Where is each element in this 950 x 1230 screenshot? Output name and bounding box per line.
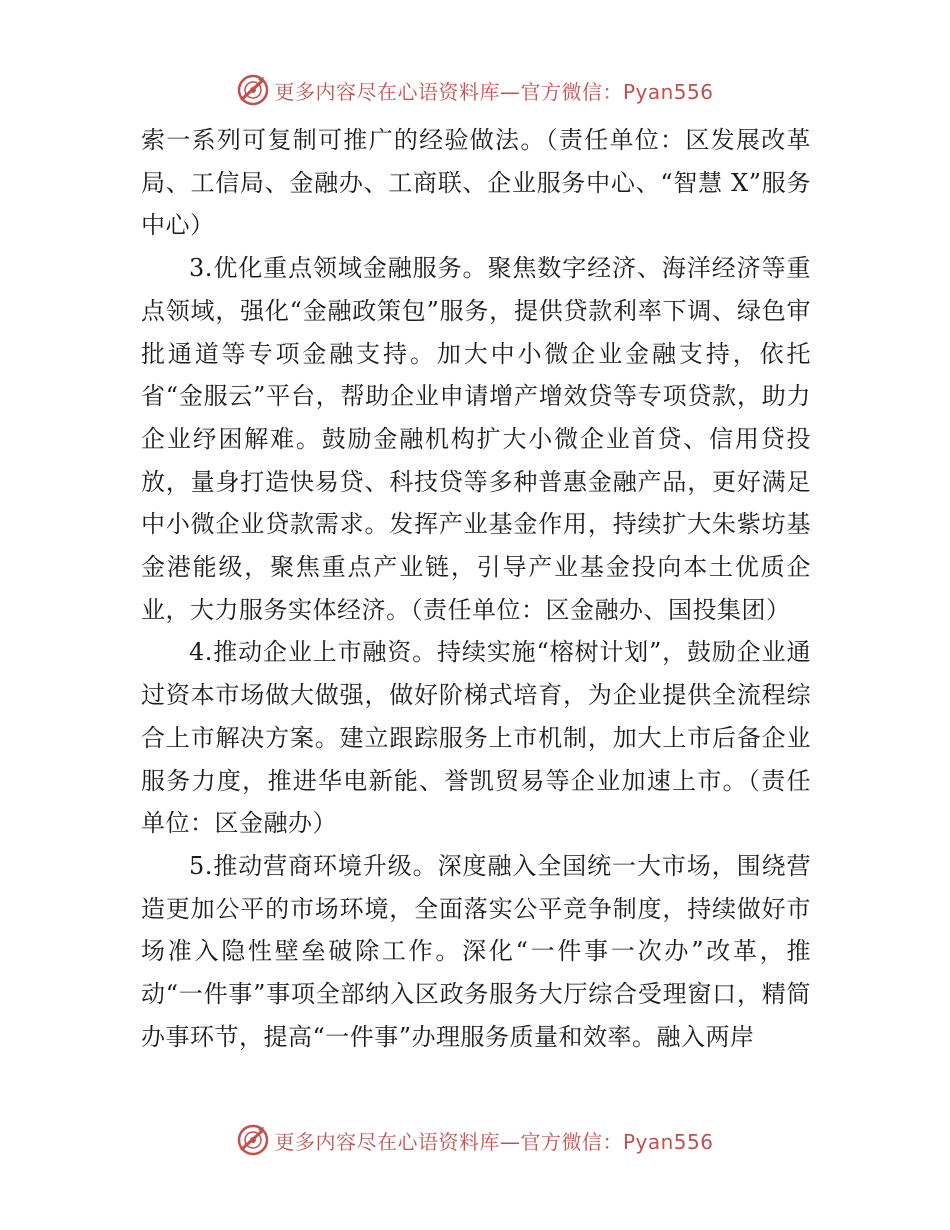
seal-logo-icon — [236, 73, 270, 107]
seal-logo-icon — [236, 1123, 270, 1157]
watermark-text: 更多内容尽在心语资料库—官方微信：Pyan556 — [274, 79, 714, 104]
paragraph-item-5: 5.推动营商环境升级。深度融入全国统一大市场，围绕营造更加公平的市场环境，全面落实公平竞争制度，持续做好市场准入隐性壁垒破除工作。深化“一件事一次办”改革，推动“一件事”事项全部纳入区政务服务大厅综合受理窗口，精简办事环节，提高“一件事”办理服务质量和效率。融入两岸 — [141, 851, 811, 1051]
paragraph-item-4: 4.推动企业上市融资。持续实施“榕树计划”，鼓励企业通过资本市场做大做强，做好阶梯式培育，为企业提供全流程综合上市解决方案。建立跟踪服务上市机制，加大上市后备企业服务力度，推进华电新能、誉凯贸易等企业加速上市。（责任单位：区金融办） — [141, 638, 811, 838]
footer-watermark — [0, 1120, 950, 1160]
header-watermark — [0, 70, 950, 110]
paragraph-continuation: 索一系列可复制可推广的经验做法。（责任单位：区发展改革局、工信局、金融办、工商联、企业服务中心、“智慧 X”服务中心） — [141, 126, 811, 240]
watermark-text: 更多内容尽在心语资料库—官方微信：Pyan556 — [274, 1129, 714, 1154]
document-body — [141, 119, 811, 1058]
paragraph-item-3: 3.优化重点领域金融服务。聚焦数字经济、海洋经济等重点领域，强化“金融政策包”服务，提供贷款利率下调、绿色审批通道等专项金融支持。加大中小微企业金融支持，依托省“金服云”平台，帮助企业申请增产增效贷等专项贷款，助力企业纾困解难。鼓励金融机构扩大小微企业首贷、信用贷投放，量身打造快易贷、科技贷等多种普惠金融产品，更好满足中小微企业贷款需求。发挥产业基金作用，持续扩大朱紫坊基金港能级，聚焦重点产业链，引导产业基金投向本土优质企业，大力服务实体经济。（责任单位：区金融办、国投集团） — [141, 254, 811, 624]
